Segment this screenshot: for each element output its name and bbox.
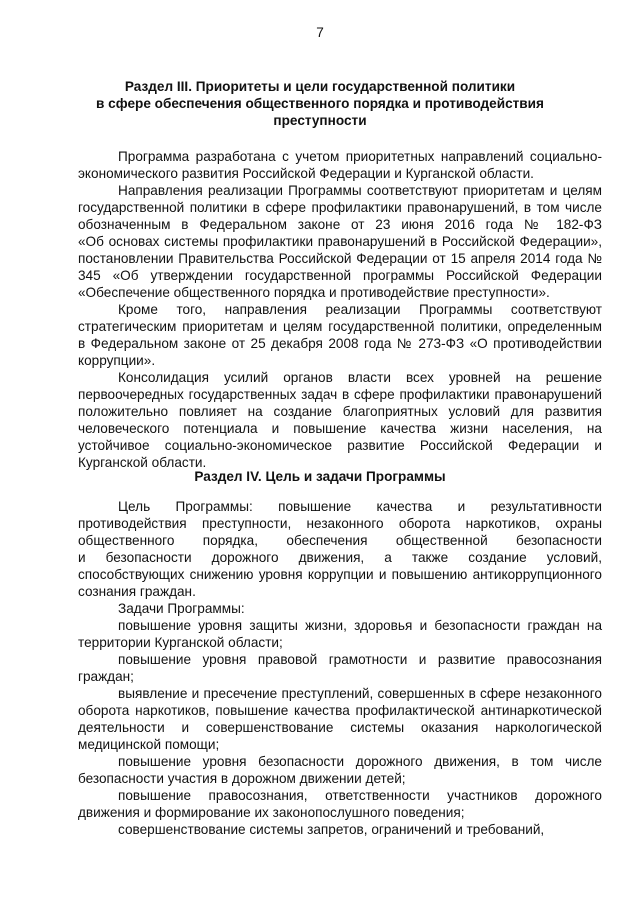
- text-line: медицинской помощи;: [78, 737, 220, 752]
- text-line: Курганской области.: [78, 455, 207, 470]
- paragraph: [78, 498, 602, 600]
- paragraph: [78, 753, 602, 787]
- text-line: обозначенным в Федеральном законе от 23 июня 2016 года № 182-ФЗ: [78, 217, 602, 232]
- text-line: коррупции».: [78, 353, 156, 368]
- text-line: Задачи Программы:: [118, 601, 245, 616]
- text-line: Программа разработана с учетом приоритетных направлений социально-: [118, 149, 602, 164]
- text-line: повышение уровня безопасности дорожного движения, в том числе: [118, 754, 602, 769]
- text-line: первоочередных государственных задач в сфере профилактики правонарушений: [78, 387, 602, 402]
- text-line: в Федеральном законе от 25 декабря 2008 года № 273-ФЗ «О противодействии: [78, 336, 602, 351]
- text-line: сознания граждан.: [78, 584, 196, 599]
- text-line: Консолидация усилий органов власти всех уровней на решение: [118, 370, 602, 385]
- text-line: повышение правосознания, ответственности участников дорожного: [118, 788, 602, 803]
- text-line: «Об основах системы профилактики правонарушений в Российской Федерации»,: [78, 234, 602, 249]
- paragraph: [78, 600, 602, 617]
- text-line: человеческого потенциала и повышение качества жизни населения, на: [78, 421, 602, 436]
- text-line: деятельности и совершенствование системы оказания наркологической: [78, 720, 602, 735]
- text-line: Цель Программы: повышение качества и результативности: [118, 499, 602, 514]
- text-line: экономического развития Российской Федерации и Курганской области.: [78, 166, 534, 181]
- text-line: выявление и пресечение преступлений, совершенных в сфере незаконного: [118, 686, 602, 701]
- text-line: Раздел IV. Цель и задачи Программы: [194, 469, 446, 484]
- text-line: стратегическим приоритетам и целям государственной политики, определенным: [78, 319, 602, 334]
- text-line: 345 «Об утверждении государственной программы Российской Федерации: [78, 268, 602, 283]
- text-line: безопасности участия в дорожном движении детей;: [78, 771, 406, 786]
- text-line: Кроме того, направления реализации Программы соответствуют: [118, 302, 602, 317]
- text-line: государственной политики в сфере профилактики правонарушений, в том числе: [78, 200, 602, 215]
- section-3-heading: [90, 78, 550, 129]
- text-line: в сфере обеспечения общественного порядка и противодействия: [96, 96, 544, 111]
- paragraph: [78, 821, 602, 838]
- paragraph: [78, 369, 602, 471]
- paragraph: [78, 617, 602, 651]
- paragraph: [78, 787, 602, 821]
- text-line: оборота наркотиков, повышение качества профилактической антинаркотической: [78, 703, 602, 718]
- text-line: способствующих снижению уровня коррупции и повышению антикоррупционного: [78, 567, 602, 582]
- text-line: общественного порядка, обеспечения общественной безопасности: [78, 533, 602, 548]
- paragraph: [78, 182, 602, 301]
- text-line: граждан;: [78, 669, 134, 684]
- text-line: положительно повлияет на создание благоприятных условий для развития: [78, 404, 602, 419]
- text-line: совершенствование системы запретов, ограничений и требований,: [118, 822, 545, 837]
- text-line: преступности: [273, 113, 367, 128]
- paragraph: [78, 685, 602, 753]
- text-line: «Обеспечение общественного порядка и противодействие преступности».: [78, 285, 550, 300]
- section-4-heading: [90, 468, 550, 485]
- text-line: территории Курганской области;: [78, 635, 283, 650]
- text-line: постановлении Правительства Российской Федерации от 15 апреля 2014 года №: [78, 251, 602, 266]
- paragraph: [78, 148, 602, 182]
- page-number: 7: [316, 25, 324, 40]
- text-line: Направления реализации Программы соответствуют приоритетам и целям: [118, 183, 602, 198]
- text-line: устойчивое социально-экономическое развитие Российской Федерации и: [78, 438, 602, 453]
- text-line: Раздел III. Приоритеты и цели государственной политики: [124, 79, 516, 94]
- paragraph: [78, 651, 602, 685]
- text-line: повышение уровня защиты жизни, здоровья и безопасности граждан на: [118, 618, 602, 633]
- text-line: и безопасности дорожного движения, а также создание условий,: [78, 550, 602, 565]
- paragraph: [78, 301, 602, 369]
- text-line: движения и формирование их законопослушного поведения;: [78, 805, 465, 820]
- text-line: повышение уровня правовой грамотности и развитие правосознания: [118, 652, 602, 667]
- text-line: противодействия преступности, незаконного оборота наркотиков, охраны: [78, 516, 602, 531]
